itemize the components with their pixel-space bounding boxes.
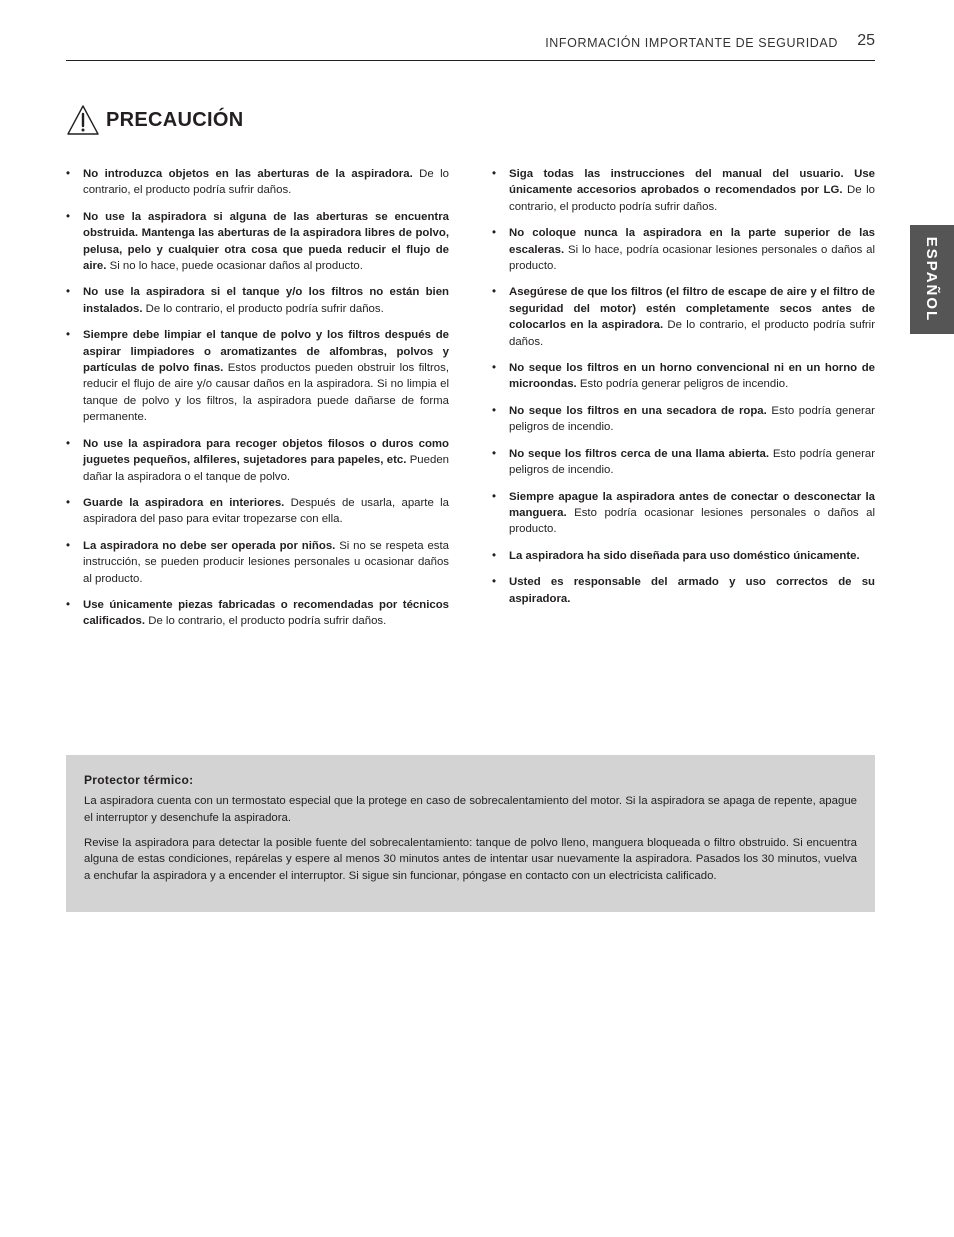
thermal-protector-title: Protector térmico: <box>84 773 194 787</box>
precaution-item-text: Esto podría generar peligros de incendio. <box>576 378 789 391</box>
precaution-item-text: Esto podría generar peligros de incendio. <box>509 404 875 434</box>
precaution-item <box>66 597 449 630</box>
precaution-item-bold-text: Siga todas las instrucciones del manual del usuario. Use únicamente accesorios aprobados o recomendados por LG. <box>509 168 875 197</box>
precaution-item-bold-text: Use únicamente piezas fabricadas o recomendadas por técnicos calificados. <box>83 598 449 628</box>
precaution-item <box>66 209 449 275</box>
precaution-item <box>66 166 449 199</box>
precaution-item <box>66 284 449 317</box>
precaution-item-bold-text: Guarde la aspiradora en interiores. <box>83 496 285 509</box>
precaution-item-bold-text: No use la aspiradora para recoger objetos filosos o duros como juguetes pequeños, alfileres, sujetadores para papeles, etc. <box>83 437 449 467</box>
precaution-item <box>492 360 875 393</box>
precaution-item-bold-text: No use la aspiradora si el tanque y/o los filtros no están bien instalados. <box>83 286 449 315</box>
thermal-protector-box <box>66 755 875 912</box>
right-precaution-list <box>492 166 875 607</box>
precaution-item-text: Estos productos pueden obstruir los filtros, reducir el flujo de aire y/o causar daños en la aspiradora. Si no limpia el tanque de polvo y los filtros, la aspiradora puede dañarse de forma permanente. <box>83 362 449 424</box>
right-column <box>492 166 875 617</box>
precaution-item-text: Esto podría ocasionar lesiones personales o daños al producto. <box>509 506 875 536</box>
precaution-item <box>66 327 449 425</box>
precaution-item-text: Si no se respeta esta instrucción, se pueden producir lesiones personales u ocasionar daños al producto. <box>83 539 449 585</box>
precaution-item <box>492 574 875 607</box>
precaution-item-bold-text: Usted es responsable del armado y uso correctos de su aspiradora. <box>509 576 875 605</box>
precaution-item-bold-text: No use la aspiradora si alguna de las aberturas se encuentra obstruida. Mantenga las aberturas de la aspiradora libres de polvo, pelusa, pelo y cualquier otra cosa que pueda reducir el flujo de aire. <box>83 210 449 273</box>
page-number: 25 <box>857 32 875 49</box>
precaution-item-bold-text: No introduzca objetos en las aberturas de la aspiradora. <box>83 168 413 180</box>
precaution-item-text: Pueden dañar la aspiradora o el tanque de polvo. <box>83 454 449 483</box>
left-column <box>66 166 449 640</box>
precaution-item-bold-text: Siempre debe limpiar el tanque de polvo y los filtros después de aspirar limpiadores o aromatizantes de alfombras, polvos y partículas de polvo finas. <box>83 329 449 375</box>
precaution-item <box>492 166 875 215</box>
precaution-item-bold-text: No coloque nunca la aspiradora en la parte superior de las escaleras. <box>509 227 875 256</box>
precaution-item-bold-text: Siempre apague la aspiradora antes de conectar o desconectar la manguera. <box>509 490 875 519</box>
precaution-item-text: De lo contrario, el producto podría sufrir daños. <box>145 615 387 628</box>
precaution-item <box>492 403 875 436</box>
thermal-protector-paragraph: La aspiradora cuenta con un termostato especial que la protege en caso de sobrecalentamiento del motor. Si la aspiradora se apaga de repente, apague el interruptor y desenchufe la aspiradora. <box>84 795 857 824</box>
precaution-item-text: Si no lo hace, puede ocasionar daños al producto. <box>106 260 363 273</box>
caution-heading <box>66 104 243 136</box>
thermal-protector-paragraph: Revise la aspiradora para detectar la posible fuente del sobrecalentamiento: tanque de polvo lleno, manguera bloqueada o filtro obstruido. Si encuentra alguna de estas condiciones, repárelas y espere al menos 30 minutos antes de intentar usar nuevamente la aspiradora. Pasados los 30 minutos, vuelva a enchufar la aspiradora y a encender el interruptor. Si sigue sin funcionar, póngase en contacto con un electricista calificado. <box>84 836 857 883</box>
precaution-item-text: De lo contrario, el producto podría sufrir daños. <box>509 184 875 213</box>
precaution-item-bold-text: No seque los filtros en un horno convencional ni en un horno de microondas. <box>509 362 875 391</box>
precaution-item-bold-text: La aspiradora ha sido diseñada para uso doméstico únicamente. <box>509 549 860 562</box>
precaution-item <box>492 489 875 538</box>
language-tab <box>910 225 954 334</box>
page-header <box>66 30 875 61</box>
precaution-item-text: Esto podría generar peligros de incendio. <box>509 447 875 477</box>
precaution-item <box>492 225 875 274</box>
precaution-item-bold-text: No seque los filtros cerca de una llama abierta. <box>509 447 770 460</box>
caution-title: PRECAUCIÓN <box>106 108 244 131</box>
precaution-item <box>492 548 875 564</box>
precaution-item-bold-text: La aspiradora no debe ser operada por niños. <box>83 539 336 552</box>
header-title: INFORMACIÓN IMPORTANTE DE SEGURIDAD <box>545 36 838 50</box>
precaution-item <box>66 436 449 485</box>
precaution-item <box>66 538 449 587</box>
language-tab-label: ESPAÑOL <box>923 236 941 323</box>
precaution-item <box>492 284 875 350</box>
precaution-item <box>66 495 449 528</box>
warning-triangle-icon <box>66 104 100 136</box>
precaution-item-text: Después de usarla, aparte la aspiradora del paso para evitar tropezarse con ella. <box>83 496 449 526</box>
left-precaution-list <box>66 166 449 630</box>
precaution-item-text: Si lo hace, podría ocasionar lesiones personales o daños al producto. <box>509 243 875 273</box>
precaution-item-text: De lo contrario, el producto podría sufrir daños. <box>509 319 875 348</box>
precaution-item-text: De lo contrario, el producto podría sufrir daños. <box>83 168 449 197</box>
precaution-item-bold-text: No seque los filtros en una secadora de ropa. <box>509 404 767 417</box>
precaution-item-bold-text: Asegúrese de que los filtros (el filtro de escape de aire y el filtro de seguridad del motor) estén completamente secos antes de colocarlos en la aspiradora. <box>509 286 875 332</box>
precaution-item <box>492 446 875 479</box>
precaution-item-text: De lo contrario, el producto podría sufrir daños. <box>142 302 384 315</box>
